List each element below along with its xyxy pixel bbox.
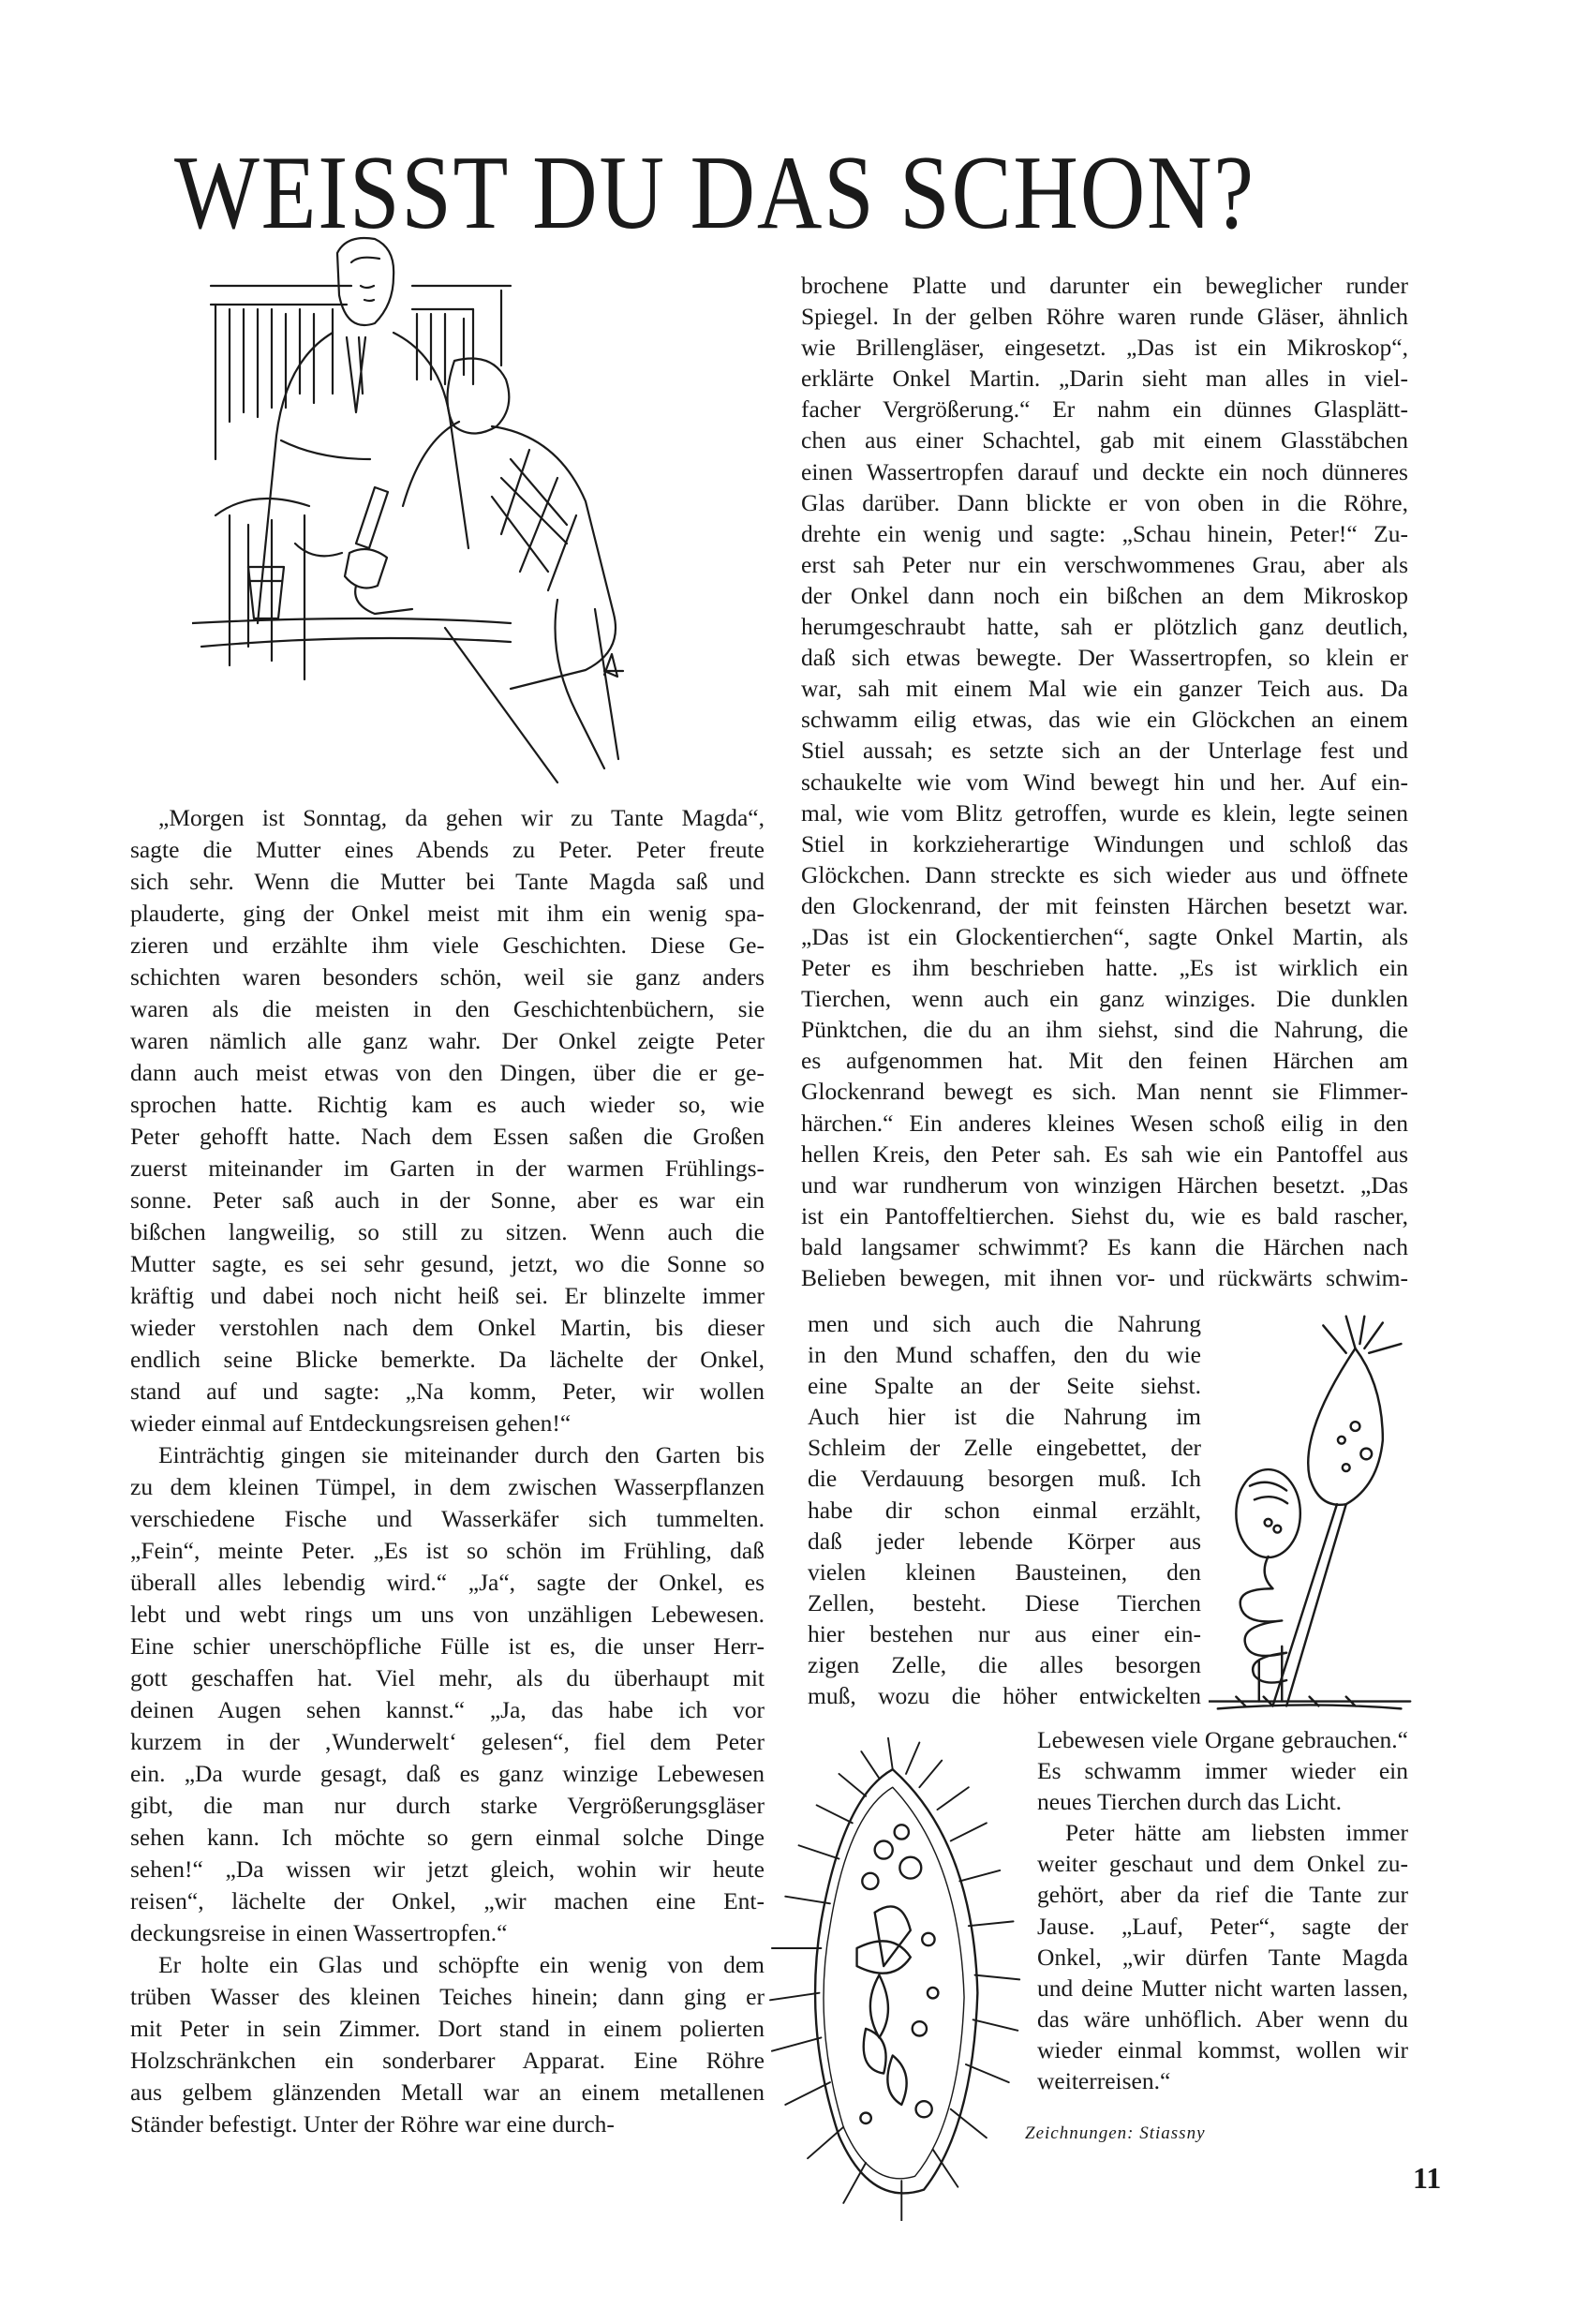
text-line: sich sehr. Wenn die Mutter bei Tante Magda saß und	[130, 868, 765, 895]
text-line: in den Mund schaffen, den du wie	[808, 1341, 1201, 1369]
boy-figure	[403, 359, 623, 769]
text-line: „Das ist ein Glockentierchen“, sagte Onkel Martin, als	[801, 922, 1408, 950]
right-column-bottom	[1037, 1724, 1408, 2096]
text-line: Es schwamm immer wieder ein	[1037, 1757, 1408, 1785]
text-line: Stiel in korkzieherartige Windungen und schloß das	[801, 829, 1408, 857]
text-line: hellen Kreis, den Peter sah. Es sah wie ein Pantoffel aus	[801, 1140, 1408, 1168]
text-line: mit Peter in sein Zimmer. Dort stand in einem polierten	[130, 2015, 765, 2042]
text-line: Er holte ein Glas und schöpfte ein wenig von dem	[158, 1951, 765, 1978]
text-line: reisen“, lächelte der Onkel, „wir machen eine Ent-	[130, 1887, 765, 1914]
text-line: waren als die meisten in den Geschichtenbüchern, sie	[130, 995, 765, 1022]
text-line: neues Tierchen durch das Licht.	[1037, 1788, 1343, 1816]
text-line: Stiel aussah; es setzte sich an der Unterlage fest und	[801, 737, 1408, 765]
text-line: Jause. „Lauf, Peter“, sagte der	[1037, 1912, 1408, 1940]
text-line: den Glockenrand, der mit feinsten Härchen besetzt war.	[801, 891, 1408, 919]
text-line: hier bestehen nur aus einer ein-	[808, 1619, 1201, 1647]
text-line: wieder einmal kommst, wollen wir	[1037, 2035, 1408, 2063]
text-line: Schleim der Zelle eingebettet, der	[808, 1434, 1201, 1462]
text-line: überall alles lebendig wird.“ „Ja“, sagte der Onkel, es	[130, 1569, 765, 1596]
text-line: einen Wassertropfen darauf und deckte ein noch dünneres	[801, 457, 1408, 485]
text-line: sehen!“ „Da wissen wir jetzt gleich, wohin wir heute	[130, 1855, 765, 1883]
page-title: WEISST DU DAS SCHON?	[174, 135, 1255, 251]
right-column-narrow	[808, 1308, 1201, 1711]
text-line: deinen Augen sehen kannst.“ „Ja, das habe ich vor	[130, 1696, 765, 1723]
left-column	[130, 802, 765, 2140]
table	[192, 618, 557, 782]
text-line: Einträchtig gingen sie miteinander durch den Garten bis	[158, 1441, 765, 1468]
text-line: daß sich etwas bewegte. Der Wassertropfen, so klein er	[801, 644, 1408, 672]
text-line: waren nämlich alle ganz wahr. Der Onkel zeigte Peter	[130, 1027, 765, 1054]
text-line: drehte ein wenig und sagte: „Schau hinein, Peter!“ Zu-	[801, 519, 1408, 547]
text-line: weiterreisen.“	[1037, 2067, 1171, 2095]
text-line: war, sah mit einem Mal wie ein ganzer Teich aus. Da	[801, 675, 1408, 703]
text-line: eine Spalte an der Seite siehst.	[808, 1372, 1201, 1400]
text-line: vielen kleinen Bausteinen, den	[808, 1557, 1201, 1586]
paragraph	[130, 802, 765, 1439]
text-line: Tierchen, wenn auch ein ganz winziges. Die dunklen	[801, 985, 1408, 1013]
cilia	[770, 1738, 1019, 2221]
text-line: zuerst miteinander im Garten in der warmen Frühlings-	[130, 1155, 765, 1182]
text-line: wie Brillengläser, eingesetzt. „Das ist ein Mikroskop“,	[801, 334, 1408, 362]
uncle-figure	[258, 238, 468, 623]
text-line: men und sich auch die Nahrung	[808, 1310, 1201, 1337]
text-line: Spiegel. In der gelben Röhre waren runde Gläser, ähnlich	[801, 303, 1408, 331]
text-line: der Onkel dann noch ein bißchen an dem Mikroskop	[801, 581, 1408, 609]
text-line: sagte die Mutter eines Abends zu Peter. Peter freute	[130, 836, 765, 863]
text-line: Eine schier unerschöpfliche Fülle ist es, die unser Herr-	[130, 1632, 765, 1660]
text-line: chen aus einer Schachtel, gab mit einem Glasstäbchen	[801, 426, 1408, 454]
text-line: verschiedene Fische und Wasserkäfer sich tummelten.	[130, 1505, 765, 1532]
right-column-top	[801, 270, 1408, 1293]
text-line: deckungsreise in einen Wassertropfen.“	[130, 1919, 508, 1946]
text-line: Lebewesen viele Organe gebrauchen.“	[1037, 1726, 1408, 1753]
text-line: Zellen, besteht. Diese Tierchen	[808, 1588, 1201, 1616]
text-line: das wäre unhöflich. Aber wenn du	[1037, 2004, 1408, 2033]
paragraph	[801, 270, 1408, 1293]
text-line: schichten waren besonders schön, weil sie ganz anders	[130, 963, 765, 991]
text-line: herumgeschraubt hatte, sah er plötzlich ganz deutlich,	[801, 613, 1408, 641]
text-line: Holzschränkchen ein sonderbarer Apparat. Eine Röhre	[130, 2047, 765, 2074]
text-line: härchen.“ Ein anderes kleines Wesen schoß eilig in den	[801, 1109, 1408, 1137]
text-line: ist ein Pantoffeltierchen. Siehst du, wie es bald rascher,	[801, 1201, 1408, 1229]
text-line: und deine Mutter nicht warten lassen,	[1037, 1974, 1408, 2002]
text-line: wieder verstohlen nach dem Onkel Martin, bis dieser	[130, 1314, 765, 1341]
text-line: daß jeder lebende Körper aus	[808, 1527, 1201, 1555]
text-line: Pünktchen, die du an ihm siehst, sind die Nahrung, die	[801, 1016, 1408, 1044]
text-line: zieren und erzählte ihm viele Geschichten. Diese Ge-	[130, 931, 765, 959]
text-line: zigen Zelle, die alles besorgen	[808, 1651, 1201, 1679]
text-line: dann auch meist etwas von den Dingen, über die er ge-	[130, 1059, 765, 1086]
illustration-credit: Zeichnungen: Stiassny	[1025, 2123, 1206, 2143]
text-line: endlich seine Blicke bemerkte. Da lächelte der Onkel,	[130, 1346, 765, 1373]
text-line: es aufgenommen hat. Mit den feinen Härchen am	[801, 1047, 1408, 1075]
text-line: bald langsamer schwimmt? Es kann die Härchen nach	[801, 1232, 1408, 1260]
text-line: Peter es ihm beschrieben hatte. „Es ist wirklich ein	[801, 954, 1408, 982]
text-line: Glöckchen. Dann streckte es sich wieder aus und öffnete	[801, 860, 1408, 888]
paragraph	[1037, 1724, 1408, 1817]
paragraph	[130, 1439, 765, 1949]
text-line: erklärte Onkel Martin. „Darin sieht man alles in viel-	[801, 365, 1408, 393]
text-line: mal, wie vom Blitz getroffen, wurde es klein, legte seinen	[801, 798, 1408, 827]
text-line: ein. „Da wurde gesagt, daß es ganz winzige Lebewesen	[130, 1760, 765, 1787]
text-line: sprochen hatte. Richtig kam es auch wieder so, wie	[130, 1091, 765, 1118]
text-line: gott geschaffen hat. Viel mehr, als du überhaupt mit	[130, 1664, 765, 1691]
text-line: kurzem in der ‚Wunderwelt‘ gelesen“, fiel dem Peter	[130, 1728, 765, 1755]
text-line: Auch hier ist die Nahrung im	[808, 1403, 1201, 1431]
text-line: sehen kann. Ich möchte so gern einmal solche Dinge	[130, 1824, 765, 1851]
paragraph	[130, 1949, 765, 2140]
page-number: 11	[1413, 2161, 1442, 2195]
text-line: die Verdauung besorgen muß. Ich	[808, 1465, 1201, 1493]
text-line: Peter gehofft hatte. Nach dem Essen saßen die Großen	[130, 1123, 765, 1150]
text-line: aus gelbem glänzenden Metall war an einem metallenen	[130, 2078, 765, 2106]
text-line: „Morgen ist Sonntag, da gehen wir zu Tante Magda“,	[158, 804, 765, 831]
text-line: wieder einmal auf Entdeckungsreisen gehen!“	[130, 1409, 572, 1437]
text-line: zu dem kleinen Tümpel, in dem zwischen Wasserpflanzen	[130, 1473, 765, 1500]
paragraph	[1037, 1817, 1408, 2096]
text-line: stand auf und sagte: „Na komm, Peter, wir wollen	[130, 1378, 765, 1405]
text-line: trüben Wasser des kleinen Teiches hinein; dann ging er	[130, 1983, 765, 2010]
text-line: gibt, die man nur durch starke Vergrößerungsgläser	[130, 1792, 765, 1819]
text-line: lebt und webt rings um uns von unzähligen Lebewesen.	[130, 1601, 765, 1628]
paragraph	[808, 1308, 1201, 1711]
text-line: brochene Platte und darunter ein beweglicher runder	[801, 272, 1408, 299]
text-line: Mutter sagte, es sei sehr gesund, jetzt, wo die Sonne so	[130, 1250, 765, 1277]
text-line: kräftig und dabei noch nicht heiß sei. Er blinzelte immer	[130, 1282, 765, 1309]
text-line: Belieben bewegen, mit ihnen vor- und rückwärts schwim-	[801, 1264, 1408, 1291]
text-line: und war rundherum von winzigen Härchen besetzt. „Das	[801, 1170, 1408, 1199]
text-line: Glas darüber. Dann blickte er von oben in die Röhre,	[801, 488, 1408, 516]
text-line: muß, wozu die höher entwickelten	[808, 1682, 1201, 1710]
text-line: habe dir schon einmal erzählt,	[808, 1496, 1201, 1524]
text-line: gehört, aber da rief die Tante zur	[1037, 1881, 1408, 1909]
text-line: „Fein“, meinte Peter. „Es ist so schön im Frühling, daß	[130, 1537, 765, 1564]
illustration-microscope-scene	[192, 234, 768, 792]
text-line: sonne. Peter saß auch in der Sonne, aber es war ein	[130, 1186, 765, 1214]
text-line: schwamm eilig etwas, das wie ein Glöckchen an einem	[801, 706, 1408, 734]
text-line: erst sah Peter nur ein verschwommenes Grau, aber als	[801, 550, 1408, 578]
text-line: Peter hätte am liebsten immer	[1065, 1819, 1408, 1847]
text-line: weiter geschaut und dem Onkel zu-	[1037, 1850, 1408, 1878]
text-line: plauderte, ging der Onkel meist mit ihm ein wenig spa-	[130, 900, 765, 927]
glass-beaker	[248, 567, 284, 618]
text-line: facher Vergrößerung.“ Er nahm ein dünnes Glasplätt-	[801, 395, 1408, 424]
text-line: Glockenrand bewegt es sich. Man nennt sie Flimmer-	[801, 1078, 1408, 1106]
text-line: bißchen langweilig, so still zu sitzen. Wenn auch die	[130, 1218, 765, 1245]
text-line: schaukelte wie vom Wind bewegt hin und her. Auf ein-	[801, 767, 1408, 796]
illustration-vorticella	[1209, 1312, 1419, 1715]
illustration-paramecium	[764, 1734, 1031, 2221]
text-line: Ständer befestigt. Unter der Röhre war eine durch-	[130, 2110, 615, 2138]
chair	[215, 499, 309, 679]
text-line: Onkel, „wir dürfen Tante Magda	[1037, 1943, 1408, 1971]
